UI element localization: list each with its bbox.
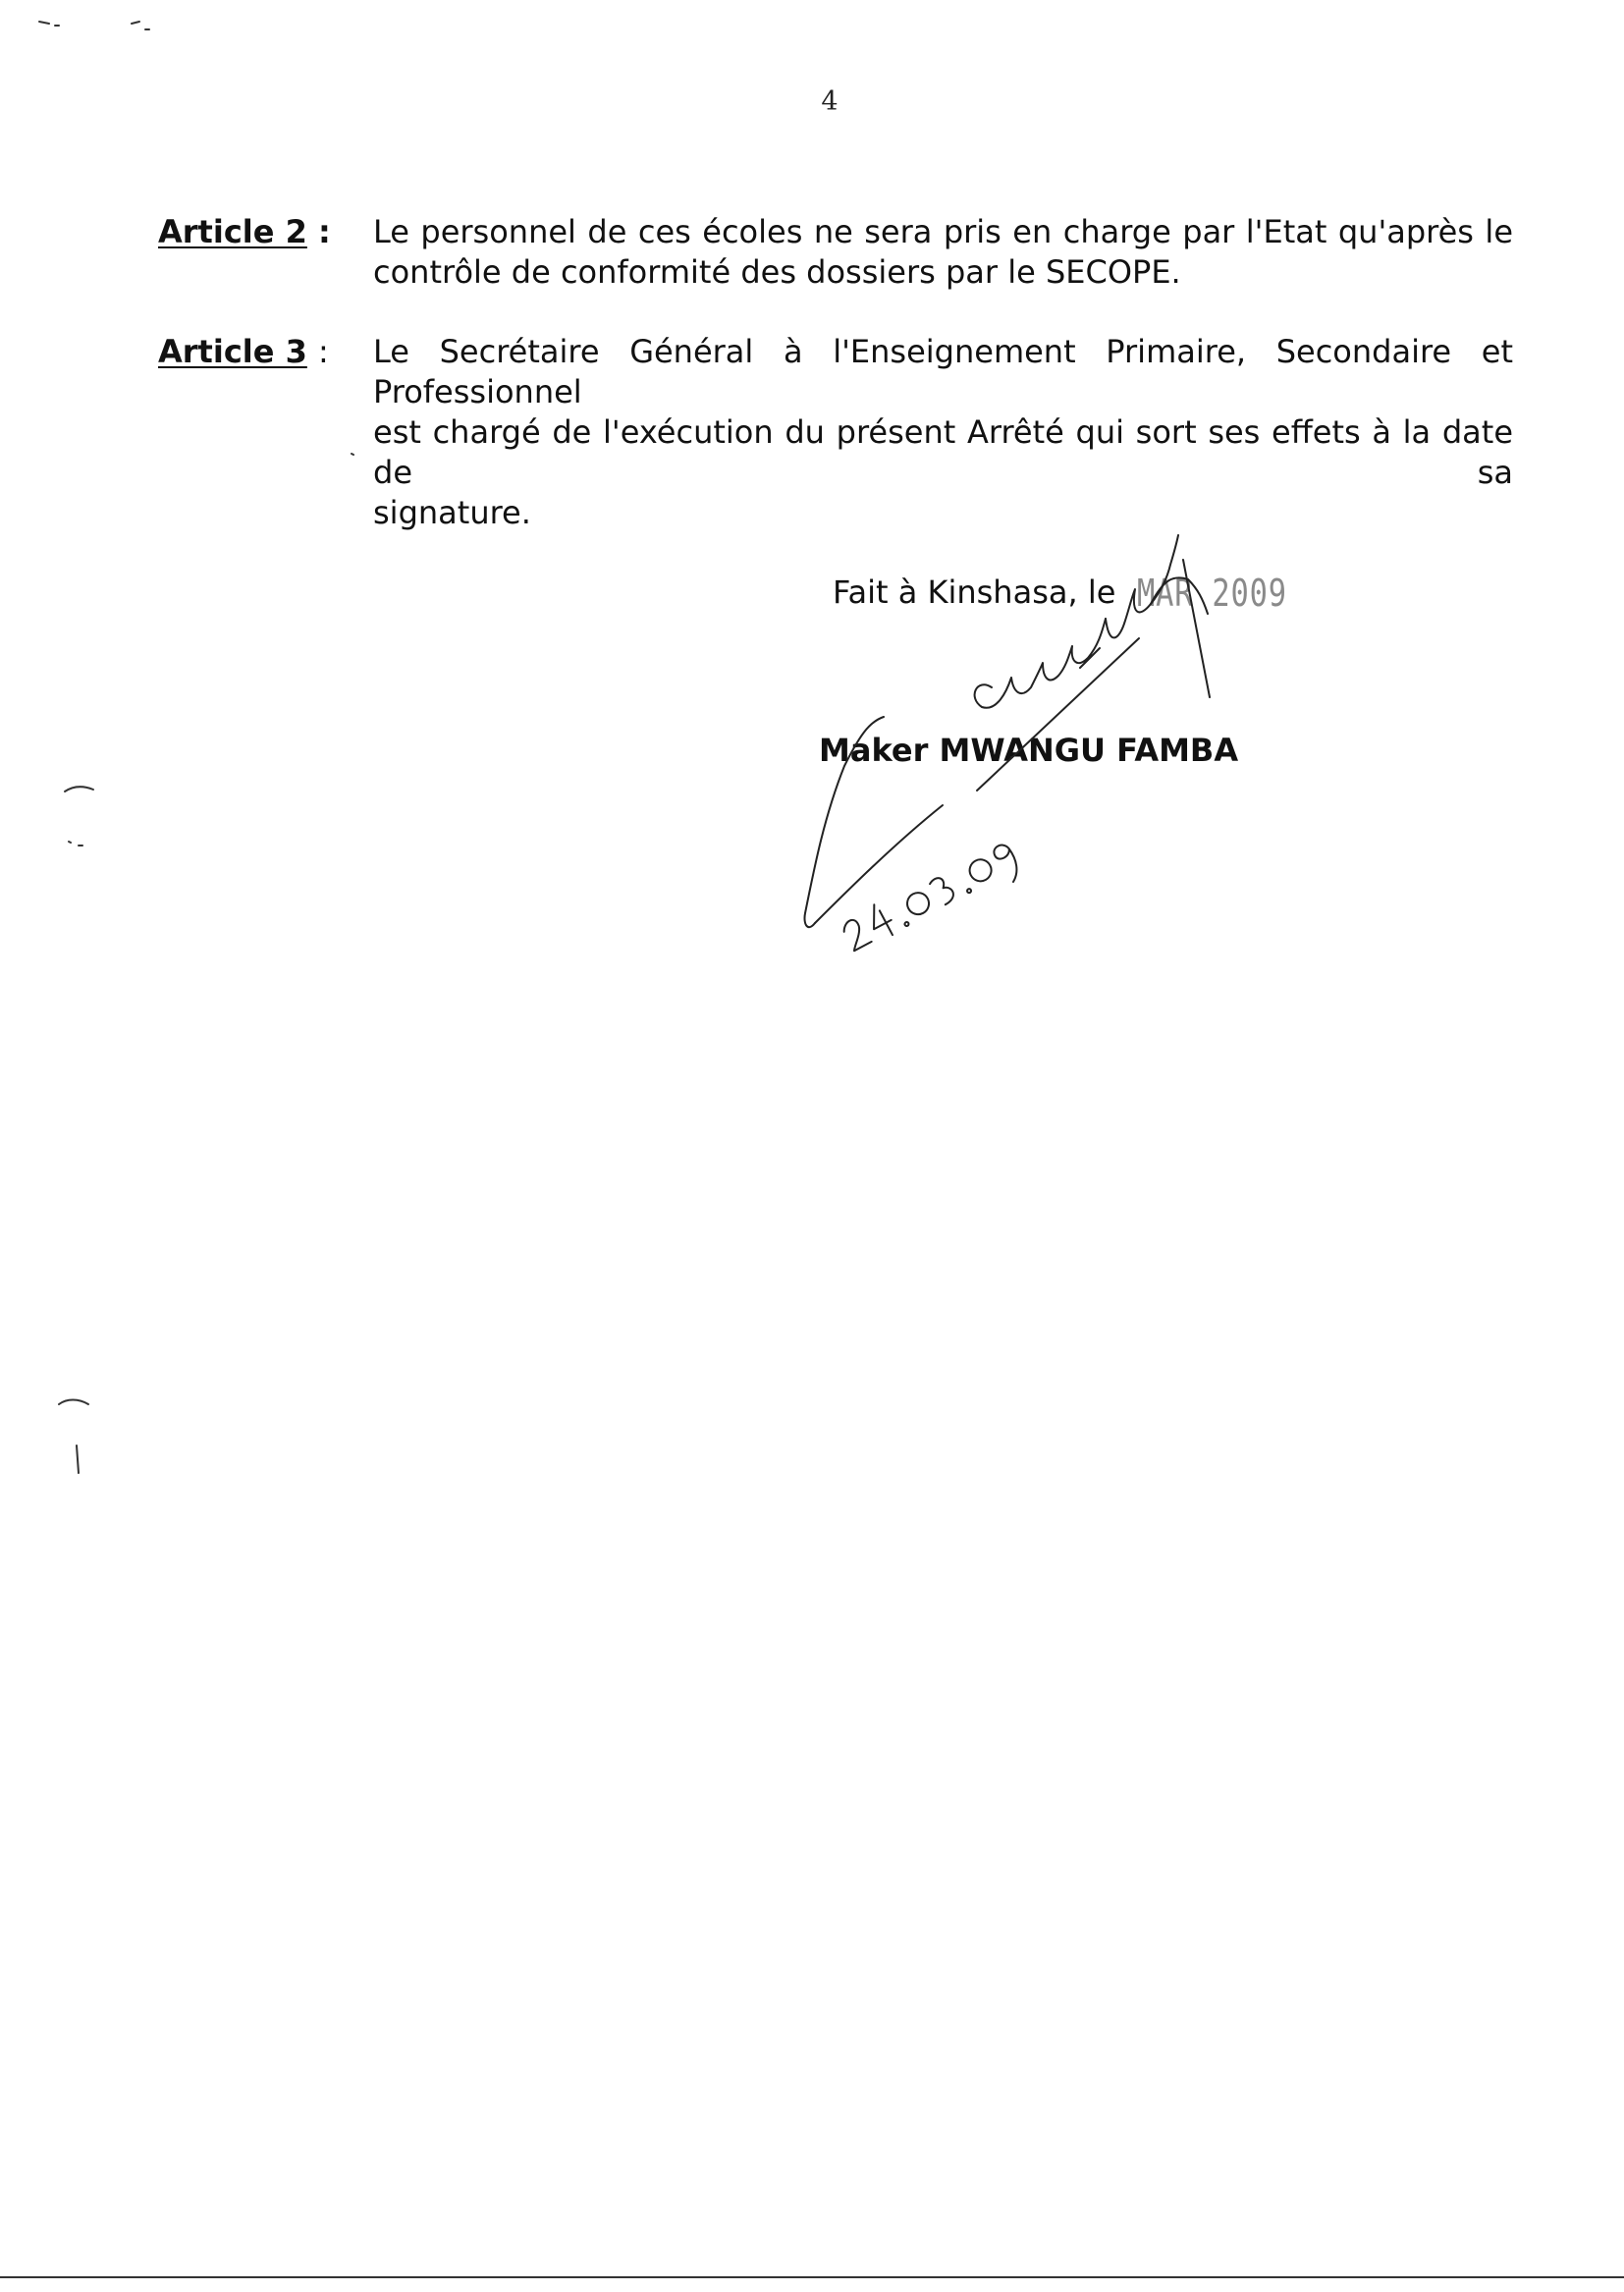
article-line: contrôle de conformité des dossiers par le SECOPE. xyxy=(373,253,1181,291)
article-body xyxy=(373,212,1513,293)
signatory-name: Maker MWANGU FAMBA xyxy=(819,732,1239,769)
page-bottom-edge xyxy=(0,2276,1624,2278)
page-number: 4 xyxy=(821,86,839,117)
article-label xyxy=(158,212,354,252)
article-line: Le Secrétaire Général à l'Enseignement Primaire, Secondaire et Professionnel xyxy=(373,333,1513,410)
article-label-colon: : xyxy=(318,333,329,370)
date-stamp: MAR 2009 xyxy=(1137,572,1287,615)
article-line: Le personnel de ces écoles ne sera pris en charge par l'Etat qu'après le xyxy=(373,213,1513,250)
handwritten-signature xyxy=(785,520,1296,982)
place-date-line: Fait à Kinshasa, le xyxy=(833,573,1116,611)
article-label-text: Article 2 xyxy=(158,213,307,250)
article-label xyxy=(158,332,354,372)
article-line: est chargé de l'exécution du présent Arrêté qui sort ses effets à la date de sa xyxy=(373,413,1513,491)
article-label-text: Article 3 xyxy=(158,333,307,370)
article-label-colon: : xyxy=(318,213,331,250)
article-body xyxy=(373,332,1513,533)
article-line: signature. xyxy=(373,494,531,531)
